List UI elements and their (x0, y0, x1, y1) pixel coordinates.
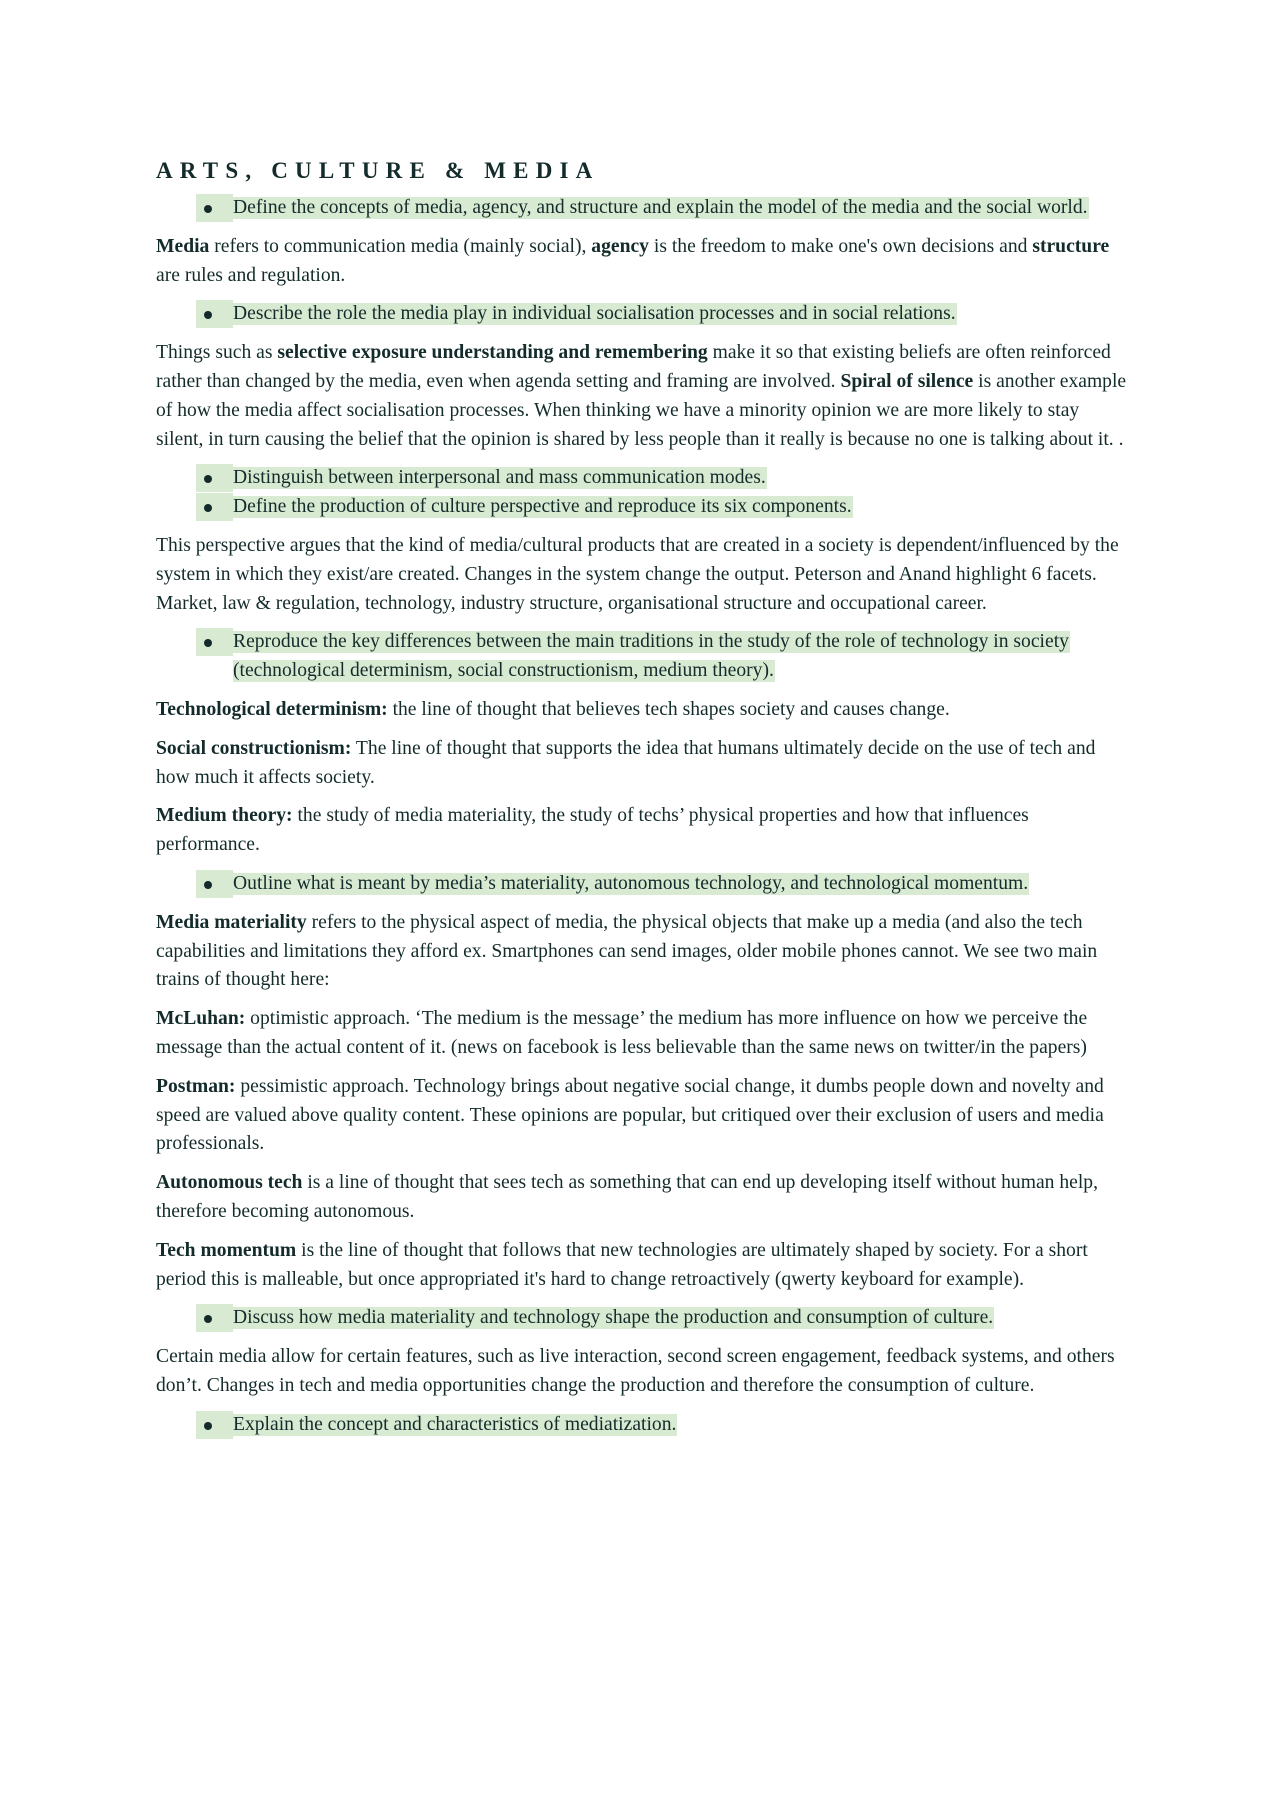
term: Spiral of silence (840, 370, 974, 392)
objective-item (156, 464, 1131, 493)
paragraph (156, 1169, 1131, 1227)
text-run: pessimistic approach. Technology brings about negative social change, it dumbs people down and novelty and speed are valued above quality content. These opinions are popular, but critiqued over their exclusion of users and media professionals. (156, 1075, 1104, 1155)
bullet-icon (196, 1304, 233, 1332)
objective-item (156, 870, 1131, 899)
term: Media materiality (156, 911, 307, 933)
bullet-icon (196, 1411, 233, 1439)
term: Media (156, 235, 210, 257)
term: Postman: (156, 1075, 236, 1097)
text-run: is a line of thought that sees tech as something that can end up developing itself without human help, therefore becoming autonomous. (156, 1172, 1098, 1222)
term: selective exposure understanding and remembering (277, 342, 708, 364)
objective-list (156, 1304, 1131, 1333)
term: McLuhan: (156, 1008, 246, 1030)
document-title: ARTS, CULTURE & MEDIA (156, 158, 600, 183)
objective-item (156, 493, 1131, 522)
objective-text: Explain the concept and characteristics of mediatization. (233, 1413, 677, 1435)
paragraph (156, 339, 1131, 454)
bullet-icon (196, 493, 233, 521)
objective-item (156, 194, 1131, 223)
paragraph (156, 735, 1131, 793)
paragraph (156, 1073, 1131, 1159)
objective-list (156, 870, 1131, 899)
text-run: are rules and regulation. (156, 264, 346, 286)
paragraph (156, 233, 1131, 291)
text-run: optimistic approach. ‘The medium is the message’ the medium has more influence on how we perceive the message than the actual content of it. (news on facebook is less believable than the same news on twitter/in the papers) (156, 1008, 1088, 1058)
bullet-icon (196, 194, 233, 222)
term: Social constructionism: (156, 737, 352, 759)
text-run: refers to the physical aspect of media, the physical objects that make up a media (and also the tech capabilities and limitations they afford ex. Smartphones can send images, older mobile phones cannot. We see two main trains of thought here: (156, 911, 1098, 991)
objective-text: Discuss how media materiality and technology shape the production and consumption of culture. (233, 1307, 994, 1329)
paragraph (156, 532, 1131, 618)
objective-list (156, 628, 1131, 686)
term: agency (591, 235, 649, 257)
objective-list (156, 194, 1131, 223)
paragraph (156, 802, 1131, 860)
paragraph (156, 1005, 1131, 1063)
objective-text: Distinguish between interpersonal and mass communication modes. (233, 467, 766, 489)
text-run: Things such as (156, 342, 278, 364)
text-run: the line of thought that believes tech shapes society and causes change. (387, 698, 950, 720)
document-page (156, 155, 1131, 1449)
paragraph (156, 909, 1131, 995)
objective-text: Outline what is meant by media’s materiality, autonomous technology, and technological momentum. (233, 872, 1029, 894)
text-run: make it so that existing beliefs are often reinforced rather than changed by the media, even when agenda setting and framing are involved. (156, 342, 1111, 392)
text-run: refers to communication media (mainly social), (209, 235, 592, 257)
bullet-icon (196, 464, 233, 492)
text-run: Certain media allow for certain features, such as live interaction, second screen engagement, feedback systems, and others don’t. Changes in tech and media opportunities change the production and therefore the consumption of culture. (156, 1346, 1115, 1396)
objective-item (156, 628, 1131, 686)
objective-list (156, 1411, 1131, 1440)
term: Technological determinism: (156, 698, 388, 720)
text-run: is another example of how the media affect socialisation processes. When thinking we have a minority opinion we are more likely to stay silent, in turn causing the belief that the opinion is shared by less people than it really is because no one is talking about it. . (156, 370, 1127, 450)
objective-text: Define the concepts of media, agency, and structure and explain the model of the media and the social world. (233, 197, 1088, 218)
text-run: is the line of thought that follows that new technologies are ultimately shaped by society. For a short period this is malleable, but once appropriated it's hard to change retroactively (qwerty keyboard for example). (156, 1239, 1088, 1290)
text-run: This perspective argues that the kind of media/cultural products that are created in a society is dependent/influenced by the system in which they exist/are created. Changes in the system change the output. Peterson and Anand highlight 6 facets. Market, law & regulation, technology, industry structure, organisational structure and occupational career. (156, 534, 1119, 614)
objective-text: Define the production of culture perspective and reproduce its six components. (233, 496, 852, 518)
text-run: The line of thought that supports the idea that humans ultimately decide on the use of tech and how much it affects society. (156, 737, 1096, 788)
objective-text: Describe the role the media play in individual socialisation processes and in social relations. (233, 303, 956, 325)
objective-list (156, 464, 1131, 522)
objective-list (156, 300, 1131, 329)
bullet-icon (196, 628, 233, 656)
paragraph (156, 1237, 1131, 1295)
bullet-icon (196, 870, 233, 898)
bullet-icon (196, 300, 233, 328)
objective-item (156, 300, 1131, 329)
objective-text: Reproduce the key differences between the main traditions in the study of the role of technology in society (technological determinism, social constructionism, medium theory). (233, 631, 1069, 682)
document-body (156, 194, 1131, 1439)
objective-item (156, 1411, 1131, 1440)
paragraph (156, 696, 1131, 725)
paragraph (156, 1343, 1131, 1401)
objective-item (156, 1304, 1131, 1333)
term: Tech momentum (156, 1239, 297, 1261)
term: Medium theory: (156, 805, 293, 827)
term: Autonomous tech (156, 1172, 303, 1194)
text-run: is the freedom to make one's own decisions and (648, 235, 1033, 257)
text-run: the study of media materiality, the study of techs’ physical properties and how that influences performance. (156, 805, 1029, 856)
term: structure (1032, 235, 1110, 257)
